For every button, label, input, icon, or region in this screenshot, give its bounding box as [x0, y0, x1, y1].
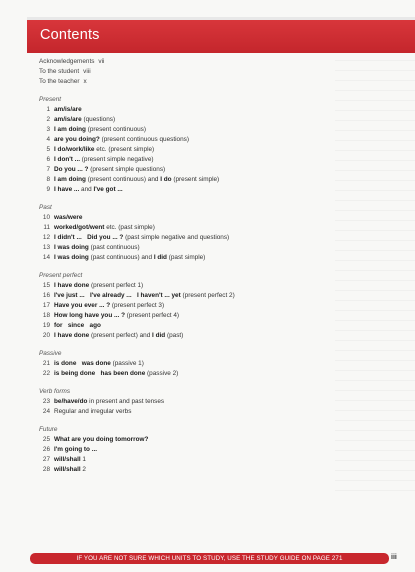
- unit-row[interactable]: [39, 175, 339, 185]
- unit-number: 1: [46, 106, 50, 113]
- unit-row[interactable]: [39, 369, 339, 379]
- unit-keyword: I have ...: [54, 186, 80, 193]
- unit-title: [54, 465, 86, 475]
- unit-description: 1: [80, 456, 86, 463]
- unit-description: (present continuous questions): [99, 136, 189, 143]
- unit-description: (past simple negative and questions): [123, 234, 230, 241]
- unit-keyword: Do you ... ?: [54, 166, 89, 173]
- unit-keyword: is done was done: [54, 360, 111, 367]
- unit-description: (present perfect 3): [110, 302, 165, 309]
- unit-keyword: How long have you ... ?: [54, 312, 126, 319]
- unit-row[interactable]: [39, 125, 339, 135]
- unit-title: [54, 223, 155, 233]
- unit-title: [54, 135, 189, 145]
- unit-title: [54, 243, 140, 253]
- unit-keyword: I do/work/like: [54, 146, 95, 153]
- unit-keyword: worked/got/went: [54, 224, 105, 231]
- unit-number: 14: [42, 254, 50, 261]
- unit-number: 4: [46, 136, 50, 143]
- contents-list: [39, 57, 339, 475]
- unit-keyword: I was doing: [54, 254, 89, 261]
- unit-number: 25: [42, 436, 50, 443]
- unit-keyword: am/is/are: [54, 116, 82, 123]
- section-title: Past: [39, 204, 52, 211]
- unit-description: and: [79, 186, 94, 193]
- unit-number: 26: [42, 446, 50, 453]
- unit-row[interactable]: [39, 105, 339, 115]
- page-number: iii: [391, 554, 397, 561]
- unit-number: 18: [42, 312, 50, 319]
- unit-title: [54, 253, 205, 263]
- unit-row[interactable]: [39, 455, 339, 465]
- page-title: Contents: [40, 27, 100, 43]
- unit-row[interactable]: [39, 291, 339, 301]
- unit-title: [54, 175, 219, 185]
- unit-number: 7: [46, 166, 50, 173]
- unit-description: (present perfect 1): [89, 282, 144, 289]
- unit-description: 2: [80, 466, 86, 473]
- unit-keyword: Have you ever ... ?: [54, 302, 111, 309]
- contents-header: [27, 20, 415, 53]
- unit-keyword: for since ago: [54, 322, 101, 329]
- unit-row[interactable]: [39, 135, 339, 145]
- unit-row[interactable]: [39, 311, 339, 321]
- unit-description: (present simple): [171, 176, 220, 183]
- unit-keyword: are you doing?: [54, 136, 100, 143]
- unit-keyword: be/have/do: [54, 398, 88, 405]
- unit-title: [54, 455, 86, 465]
- unit-title: [54, 359, 144, 369]
- unit-description: (past continuous): [88, 244, 140, 251]
- unit-keyword: I did: [152, 332, 166, 339]
- unit-number: 15: [42, 282, 50, 289]
- unit-keyword: I don't ...: [54, 156, 81, 163]
- unit-number: 2: [46, 116, 50, 123]
- unit-row[interactable]: [39, 223, 339, 233]
- unit-title: [54, 397, 164, 407]
- unit-row[interactable]: [39, 407, 339, 417]
- unit-title: [54, 407, 131, 417]
- unit-keyword: I've got ...: [93, 186, 123, 193]
- unit-row[interactable]: [39, 145, 339, 155]
- unit-keyword: What are you doing tomorrow?: [54, 436, 149, 443]
- unit-title: [54, 165, 165, 175]
- unit-description: etc. (present simple): [94, 146, 155, 153]
- unit-keyword: I do: [160, 176, 172, 183]
- unit-row[interactable]: [39, 359, 339, 369]
- unit-title: [54, 435, 148, 445]
- unit-number: 23: [42, 398, 50, 405]
- unit-title: [54, 445, 97, 455]
- unit-title: [54, 115, 115, 125]
- unit-number: 21: [42, 360, 50, 367]
- unit-number: 22: [42, 370, 50, 377]
- unit-title: [54, 105, 82, 115]
- unit-description: (passive 2): [145, 370, 179, 377]
- unit-number: 17: [42, 302, 50, 309]
- unit-description: (past continuous) and: [88, 254, 154, 261]
- unit-number: 19: [42, 322, 50, 329]
- unit-title: [54, 125, 146, 135]
- front-matter-item[interactable]: [39, 67, 339, 77]
- unit-row[interactable]: [39, 165, 339, 175]
- unit-title: [54, 321, 101, 331]
- unit-description: (present perfect 4): [125, 312, 180, 319]
- unit-number: 28: [42, 466, 50, 473]
- unit-description: Regular and irregular verbs: [54, 408, 132, 415]
- front-matter-label: To the student: [39, 68, 80, 75]
- unit-number: 8: [46, 176, 50, 183]
- unit-number: 27: [42, 456, 50, 463]
- unit-row[interactable]: [39, 233, 339, 243]
- unit-row[interactable]: [39, 465, 339, 475]
- unit-description: etc. (past simple): [104, 224, 155, 231]
- unit-keyword: I have done: [54, 332, 90, 339]
- section-title: Present: [39, 96, 62, 103]
- unit-title: [54, 281, 143, 291]
- unit-keyword: I am doing: [54, 176, 86, 183]
- section-title: Present perfect: [39, 272, 83, 279]
- unit-row[interactable]: [39, 281, 339, 291]
- unit-title: [54, 185, 123, 195]
- unit-row[interactable]: [39, 435, 339, 445]
- unit-description: (past): [165, 332, 184, 339]
- section-title: Future: [39, 426, 58, 433]
- unit-description: (present perfect 2): [180, 292, 235, 299]
- unit-keyword: will/shall: [54, 456, 81, 463]
- unit-keyword: I am doing: [54, 126, 86, 133]
- unit-row[interactable]: [39, 397, 339, 407]
- section-title: Verb forms: [39, 388, 71, 395]
- unit-number: 13: [42, 244, 50, 251]
- unit-keyword: I did: [153, 254, 167, 261]
- front-matter-label: Acknowledgements: [39, 58, 95, 65]
- unit-description: (passive 1): [110, 360, 144, 367]
- front-matter-page: x: [83, 78, 87, 85]
- bleed-through-texture: [335, 60, 415, 500]
- unit-number: 16: [42, 292, 50, 299]
- unit-keyword: I'm going to ...: [54, 446, 98, 453]
- unit-description: (questions): [81, 116, 116, 123]
- unit-row[interactable]: [39, 243, 339, 253]
- front-matter-page: vii: [98, 58, 105, 65]
- unit-row[interactable]: [39, 445, 339, 455]
- unit-row[interactable]: [39, 253, 339, 263]
- unit-keyword: will/shall: [54, 466, 81, 473]
- unit-number: 9: [46, 186, 50, 193]
- study-guide-banner[interactable]: IF YOU ARE NOT SURE WHICH UNITS TO STUDY, USE THE STUDY GUIDE ON PAGE 271: [30, 553, 389, 564]
- unit-title: [54, 233, 229, 243]
- front-matter-item[interactable]: [39, 77, 339, 87]
- unit-description: (present perfect) and: [89, 332, 153, 339]
- unit-sections: [39, 95, 339, 475]
- section-title: Passive: [39, 350, 62, 357]
- unit-row[interactable]: [39, 115, 339, 125]
- unit-number: 11: [43, 224, 50, 231]
- unit-description: (past simple): [166, 254, 206, 261]
- unit-title: [54, 213, 82, 223]
- unit-row[interactable]: [39, 213, 339, 223]
- unit-title: [54, 311, 179, 321]
- unit-number: 10: [42, 214, 50, 221]
- front-matter-page: viii: [83, 68, 91, 75]
- unit-description: (present simple questions): [88, 166, 166, 173]
- unit-description: (present continuous): [85, 126, 147, 133]
- front-matter-label: To the teacher: [39, 78, 80, 85]
- unit-number: 12: [42, 234, 50, 241]
- unit-number: 5: [46, 146, 50, 153]
- unit-title: [54, 155, 154, 165]
- unit-row[interactable]: [39, 185, 339, 195]
- unit-number: 24: [42, 408, 50, 415]
- unit-row[interactable]: [39, 155, 339, 165]
- unit-keyword: I didn't ... Did you ... ?: [54, 234, 124, 241]
- unit-title: [54, 369, 178, 379]
- unit-number: 3: [46, 126, 50, 133]
- unit-title: [54, 301, 164, 311]
- unit-keyword: was/were: [54, 214, 83, 221]
- unit-title: [54, 291, 235, 301]
- unit-description: in present and past tenses: [87, 398, 165, 405]
- unit-row[interactable]: [39, 331, 339, 341]
- unit-keyword: I was doing: [54, 244, 89, 251]
- unit-keyword: am/is/are: [54, 106, 82, 113]
- unit-number: 6: [46, 156, 50, 163]
- unit-title: [54, 145, 154, 155]
- unit-description: (present simple negative): [80, 156, 154, 163]
- unit-row[interactable]: [39, 321, 339, 331]
- front-matter-item[interactable]: [39, 57, 339, 67]
- unit-row[interactable]: [39, 301, 339, 311]
- front-matter: [39, 57, 339, 87]
- unit-keyword: I've just ... I've already ... I haven't ... yet: [54, 292, 181, 299]
- unit-number: 20: [42, 332, 50, 339]
- unit-keyword: is being done has been done: [54, 370, 146, 377]
- unit-keyword: I have done: [54, 282, 90, 289]
- unit-title: [54, 331, 183, 341]
- unit-description: (present continuous) and: [85, 176, 161, 183]
